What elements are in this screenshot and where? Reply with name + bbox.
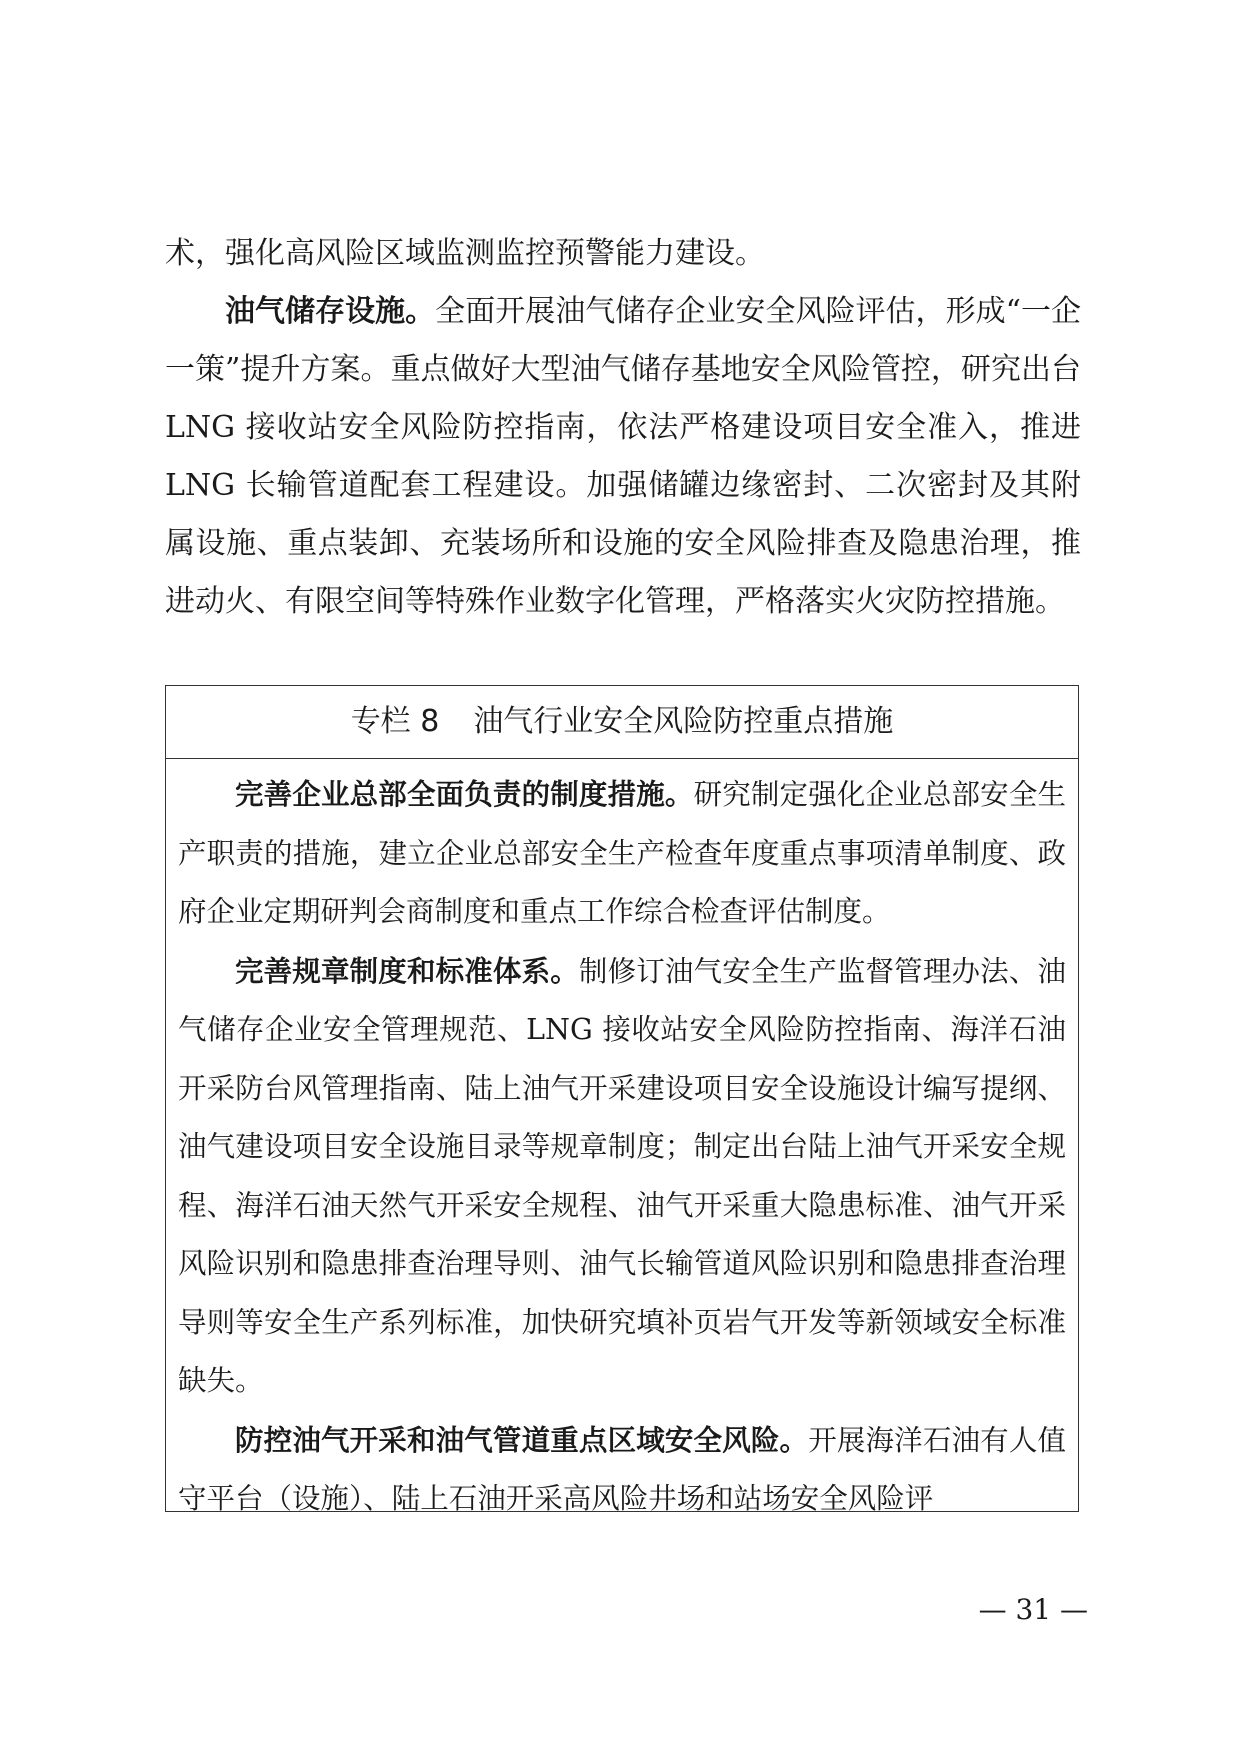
- column-item: [178, 1411, 1066, 1529]
- column-item: [178, 942, 1066, 1411]
- column-number: 专栏 8: [350, 704, 440, 739]
- column-title: 油气行业安全风险防控重点措施: [473, 704, 894, 739]
- body-text: [165, 225, 1081, 631]
- paragraph-text: 全面开展油气储存企业安全风险评估，形成“一企一策”提升方案。重点做好大型油气储存基地安全风险管控，研究出台 LNG 接收站安全风险防控指南，依法严格建设项目安全准入，推进 LNG 长输管道配套工程建设。加强储罐边缘密封、二次密封及其附属设施、重点装卸、充装场所和设施的安全风险排查及隐患治理，推进动火、有限空间等特殊作业数字化管理，严格落实火灾防控措施。: [165, 294, 1082, 619]
- column-item-text: 研究制定强化企业总部安全生产职责的措施，建立企业总部安全生产检查年度重点事项清单制度、政府企业定期研判会商制度和重点工作综合检查评估制度。: [178, 778, 1066, 928]
- column-item-heading: 完善企业总部全面负责的制度措施。: [235, 777, 694, 811]
- page-number: — 31 —: [978, 1593, 1088, 1626]
- paragraph-heading: 油气储存设施。: [225, 294, 436, 329]
- column-box: [165, 685, 1079, 1515]
- column-box-body: [166, 759, 1078, 1529]
- column-item-heading: 防控油气开采和油气管道重点区域安全风险。: [235, 1422, 809, 1457]
- column-item: [178, 765, 1066, 942]
- paragraph-continuation: 术，强化高风险区域监测监控预警能力建设。: [165, 236, 765, 271]
- paragraph-oil-gas-storage: [165, 283, 1081, 631]
- column-box-title: [166, 686, 1078, 759]
- column-item-heading: 完善规章制度和标准体系。: [235, 953, 579, 988]
- column-item-text: 开展海洋石油有人值守平台（设施）、陆上石油开采高风险井场和站场安全风险评: [178, 1423, 1066, 1515]
- column-item-text: 制修订油气安全生产监督管理办法、油气储存企业安全管理规范、LNG 接收站安全风险防控指南、海洋石油开采防台风管理指南、陆上油气开采建设项目安全设施设计编写提纲、油气建设项目安全设施目录等规章制度；制定出台陆上油气开采安全规程、海洋石油天然气开采安全规程、油气开采重大隐患标准、油气开采风险识别和隐患排查治理导则、油气长输管道风险识别和隐患排查治理导则等安全生产系列标准，加快研究填补页岩气开发等新领域安全标准缺失。: [178, 954, 1066, 1397]
